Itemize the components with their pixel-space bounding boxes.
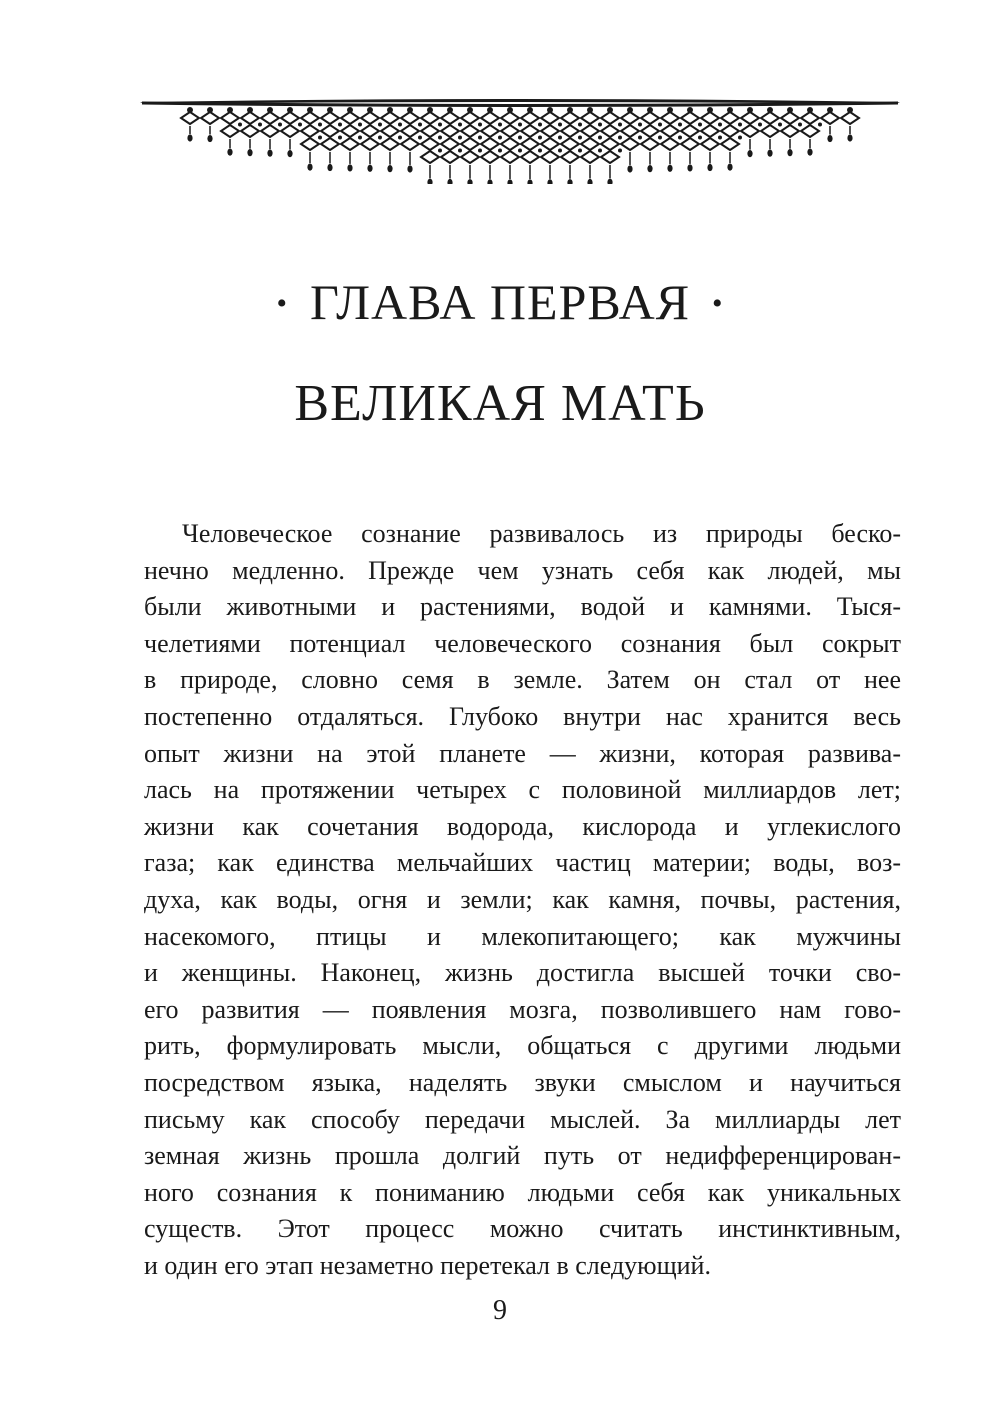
body-line: были животными и растениями, водой и камнями. Тыся-: [144, 592, 901, 622]
decorative-lace-ornament: [140, 94, 900, 184]
body-line: земная жизнь прошла долгий путь от недифференцирован-: [144, 1141, 901, 1171]
heading-bullet-right: •: [712, 286, 724, 320]
body-line: челетиями потенциал человеческого сознания был сокрыт: [144, 628, 901, 658]
body-line: письму как способу передачи мыслей. За миллиарды лет: [144, 1104, 901, 1134]
body-line: духа, как воды, огня и земли; как камня, почвы, растения,: [144, 884, 901, 914]
body-line: лась на протяжении четырех с половиной миллиардов лет;: [144, 775, 901, 805]
body-line: рить, формулировать мысли, общаться с другими людьми: [144, 1031, 901, 1061]
body-paragraph: [144, 516, 901, 1284]
chapter-number: ГЛАВА ПЕРВАЯ: [309, 274, 691, 330]
body-line: насекомого, птицы и млекопитающего; как мужчины: [144, 921, 901, 951]
chapter-title: ВЕЛИКАЯ МАТЬ: [294, 375, 706, 432]
body-line: постепенно отдаляться. Глубоко внутри нас хранится весь: [144, 701, 901, 731]
body-line: существ. Этот процесс можно считать инстинктивным,: [144, 1214, 901, 1244]
chapter-heading: [0, 272, 1000, 338]
body-line: Человеческое сознание развивалось из природы беско-: [182, 519, 901, 548]
body-line: посредством языка, наделять звуки смыслом и научиться: [144, 1067, 901, 1097]
body-line: и женщины. Наконец, жизнь достигла высшей точки сво-: [144, 958, 901, 988]
body-line: жизни как сочетания водорода, кислорода и углекислого: [144, 811, 901, 841]
body-line: опыт жизни на этой планете — жизни, которая развива-: [144, 738, 901, 768]
heading-bullet-left: •: [276, 286, 288, 320]
body-line: газа; как единства мельчайших частиц материи; воды, воз-: [144, 848, 901, 878]
body-line: его развития — появления мозга, позволившего нам гово-: [144, 994, 901, 1024]
body-line: в природе, словно семя в земле. Затем он стал от нее: [144, 665, 901, 695]
body-line: ного сознания к пониманию людьми себя как уникальных: [144, 1177, 901, 1207]
body-line: и один его этап незаметно перетекал в следующий.: [144, 1250, 711, 1280]
body-line: нечно медленно. Прежде чем узнать себя как людей, мы: [144, 555, 901, 585]
page-number: 9: [493, 1295, 507, 1326]
